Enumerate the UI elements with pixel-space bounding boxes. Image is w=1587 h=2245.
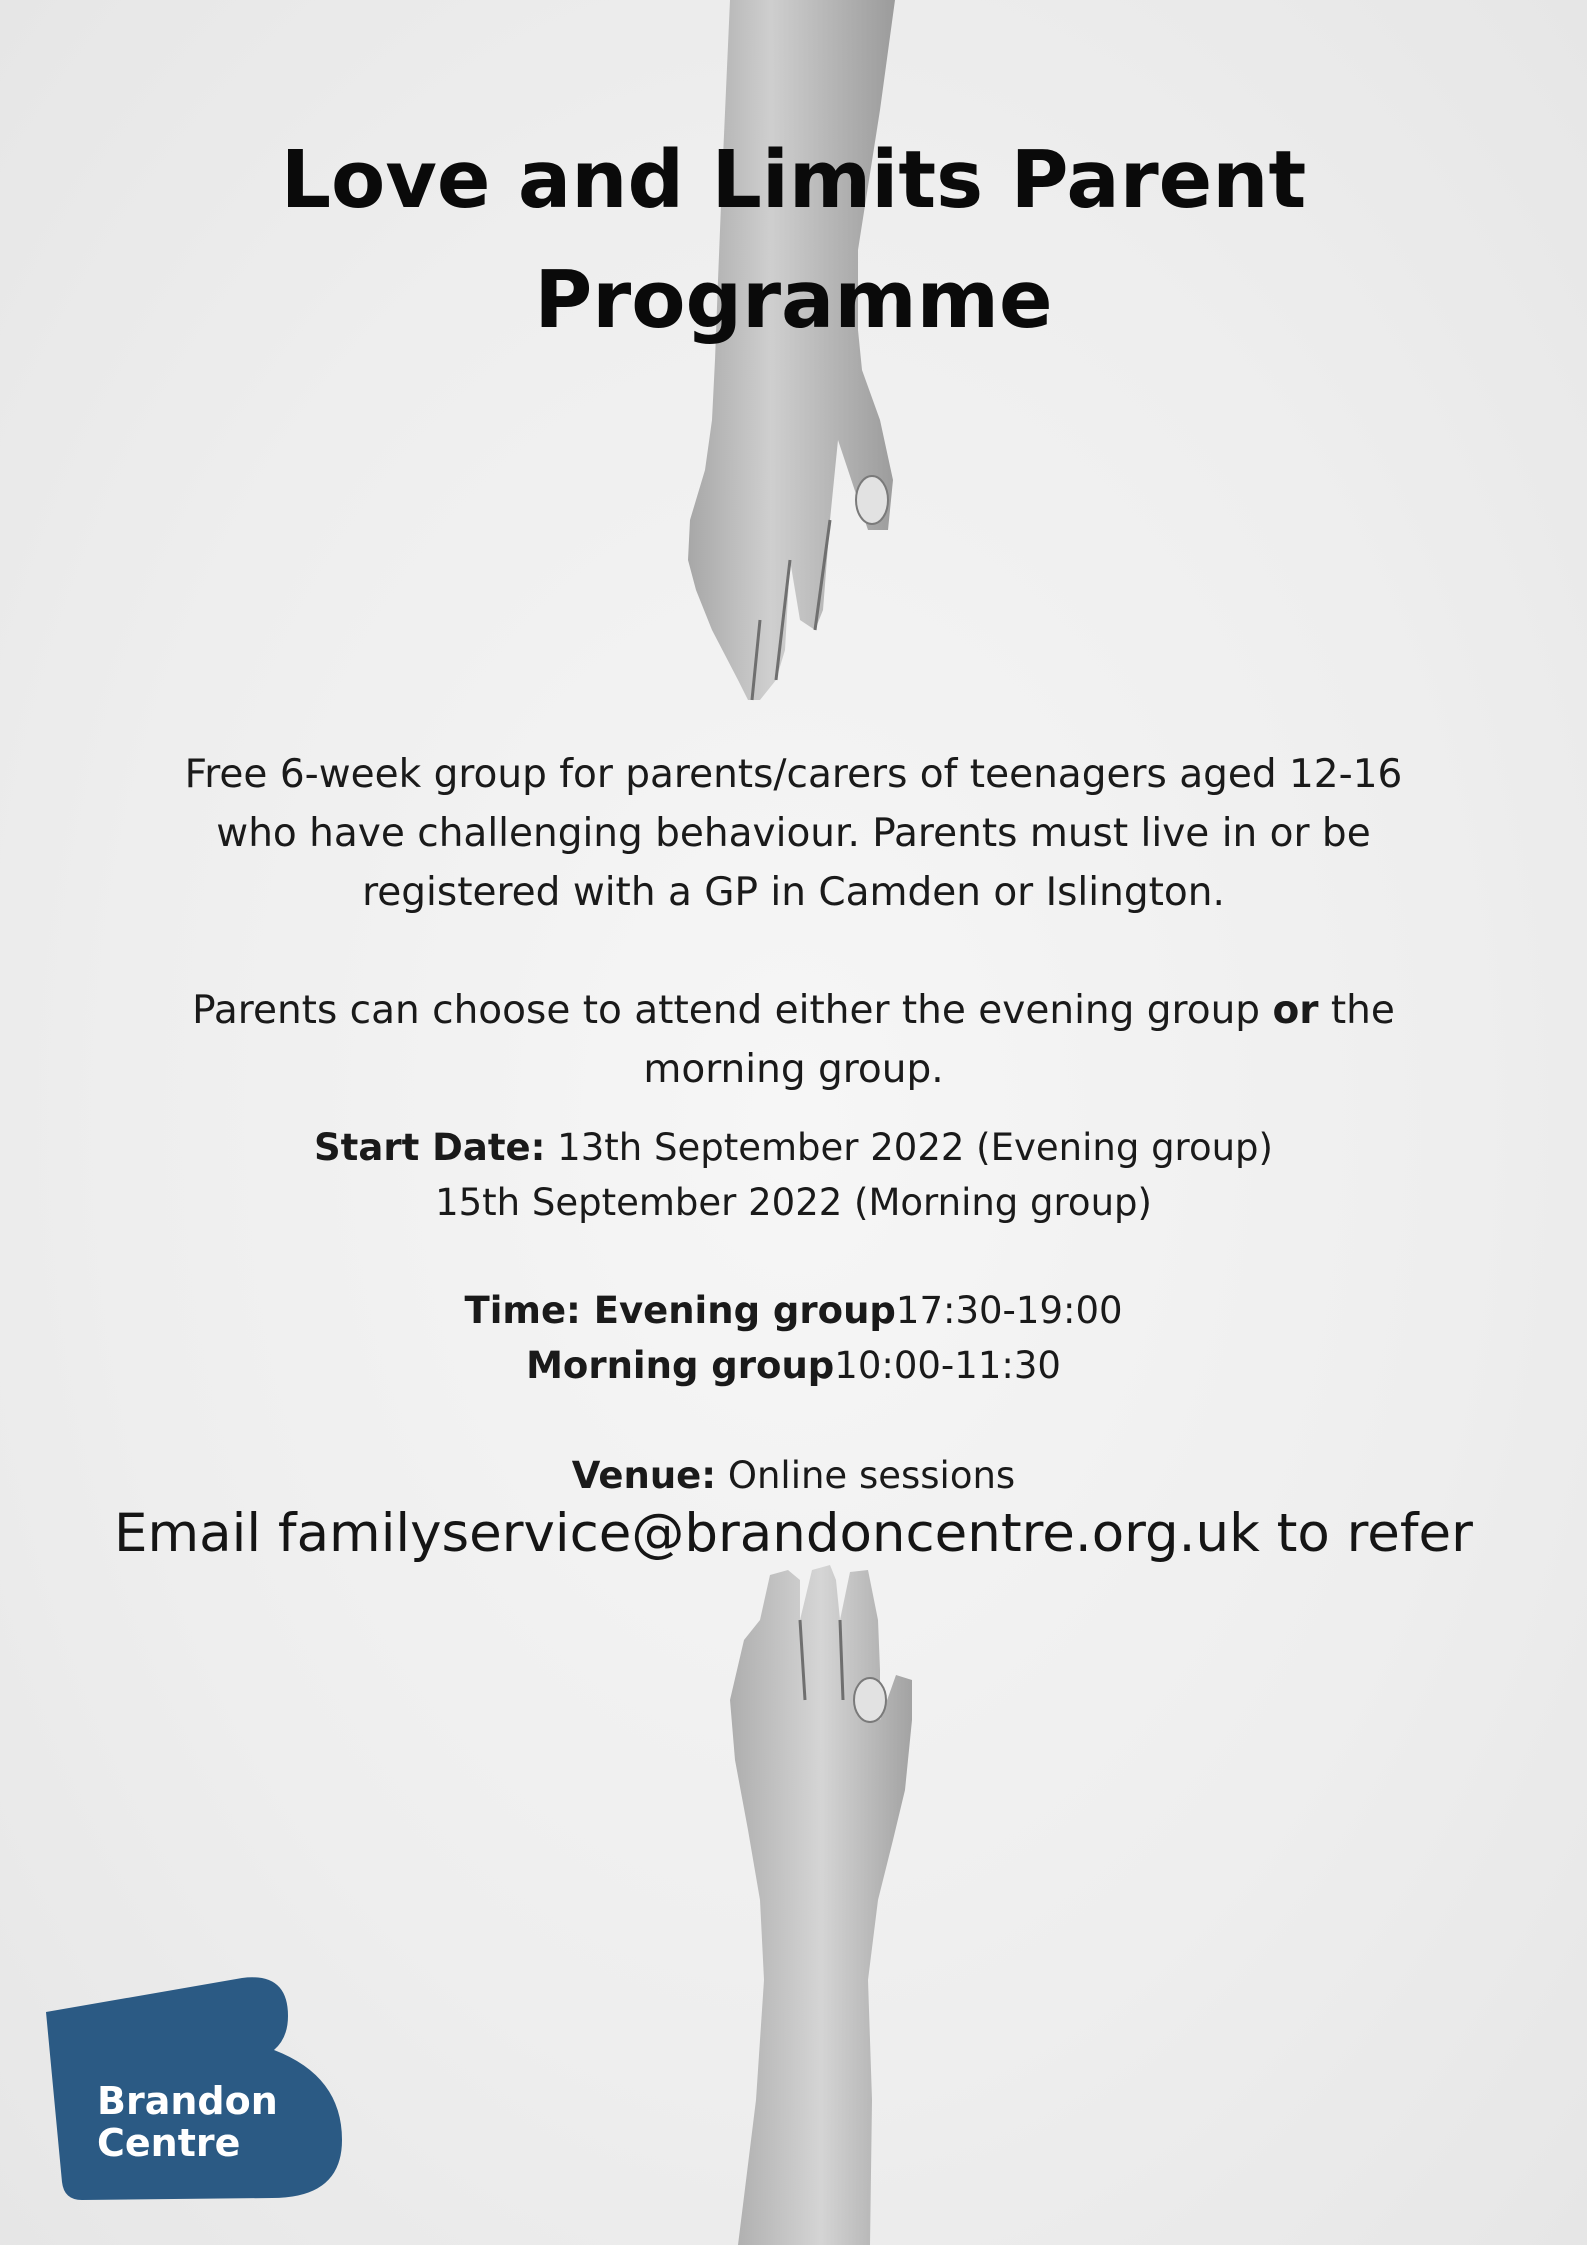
intro-line-3: registered with a GP in Camden or Islington. [362, 870, 1225, 915]
time-line-morning [190, 1338, 1397, 1393]
title-line-1: Love and Limits Parent [280, 134, 1307, 226]
intro-line-1: Free 6-week group for parents/carers of teenagers aged 12-16 [184, 752, 1403, 797]
start-date-block [190, 1120, 1397, 1230]
venue-label: Venue: [571, 1454, 717, 1497]
email-referral-line: Email familyservice@brandoncentre.org.uk to refer [114, 1503, 1473, 1564]
venue-value: Online sessions [716, 1454, 1016, 1497]
start-date-label: Start Date: [314, 1126, 546, 1169]
choice-text-b: the [1318, 988, 1395, 1033]
time-morning-label: Morning group [526, 1344, 835, 1387]
choice-line-2: morning group. [643, 1047, 944, 1092]
logo-line-1: Brandon [97, 2079, 278, 2123]
time-line-evening [190, 1283, 1397, 1338]
choice-or-emphasis: or [1272, 988, 1319, 1033]
logo-line-2: Centre [97, 2121, 241, 2165]
choice-text-a: Parents can choose to attend either the evening group [192, 988, 1273, 1033]
page-title [200, 120, 1387, 360]
intro-paragraph [140, 745, 1447, 922]
title-line-2: Programme [534, 254, 1053, 346]
time-block [190, 1283, 1397, 1393]
time-evening-label: Time: Evening group [464, 1289, 896, 1332]
start-date-line-1 [190, 1120, 1397, 1175]
time-morning-value: 10:00-11:30 [834, 1344, 1061, 1387]
logo-text [97, 2080, 278, 2164]
choice-line-1 [140, 981, 1447, 1040]
reaching-hand-bottom-icon [730, 1565, 912, 2245]
venue-line [190, 1448, 1397, 1503]
choice-paragraph [140, 981, 1447, 1099]
intro-line-2: who have challenging behaviour. Parents must live in or be [216, 811, 1371, 856]
start-date-morning: 15th September 2022 (Morning group) [435, 1181, 1152, 1224]
start-date-evening: 13th September 2022 (Evening group) [545, 1126, 1273, 1169]
time-evening-value: 17:30-19:00 [895, 1289, 1123, 1332]
